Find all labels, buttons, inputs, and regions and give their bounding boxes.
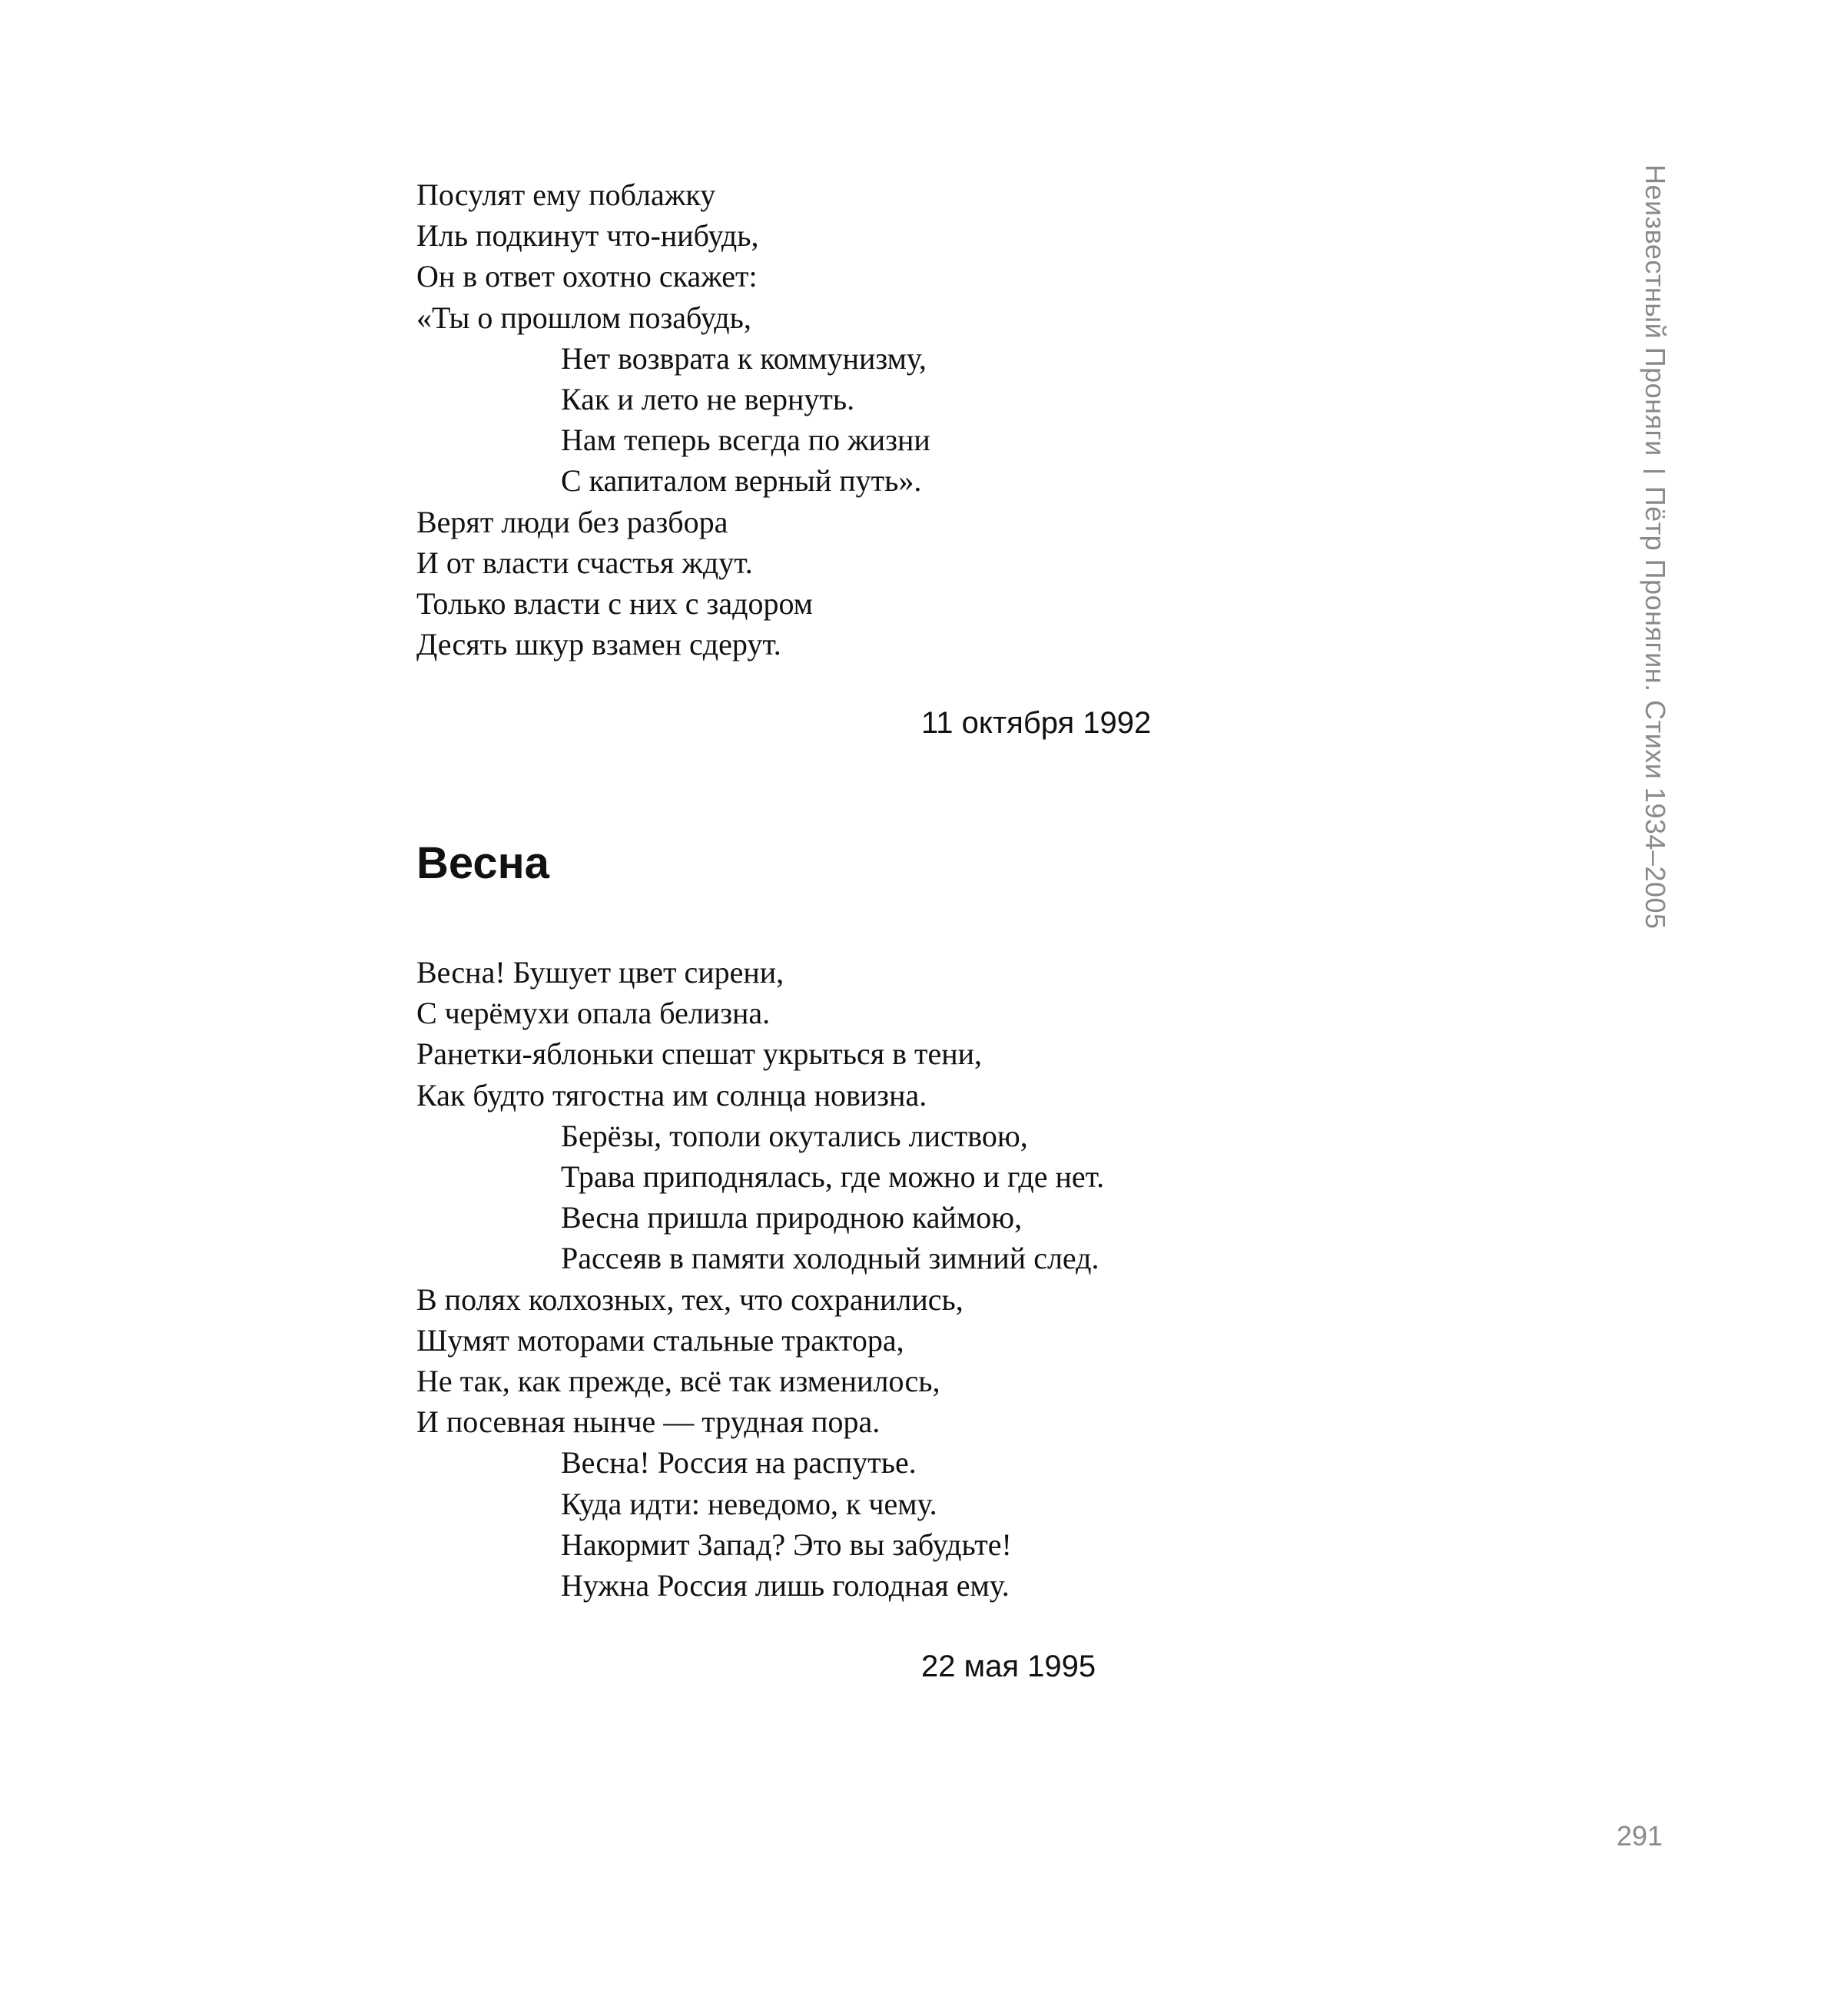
poem-line: Нужна Россия лишь голодная ему.	[561, 1568, 1010, 1603]
poem-line: Накормит Запад? Это вы забудьте!	[561, 1527, 1012, 1562]
poem-line: В полях колхозных, тех, что сохранились,	[416, 1282, 963, 1317]
poem-line: Рассеяв в памяти холодный зимний след.	[561, 1241, 1099, 1276]
page-number: 291	[1617, 1820, 1663, 1852]
poem-line: Иль подкинут что-нибудь,	[416, 218, 759, 254]
poem-line: Верят люди без разбора	[416, 504, 728, 539]
poem-line: Нам теперь всегда по жизни	[561, 423, 930, 458]
poem-title: Весна	[416, 838, 549, 888]
poem-line: Куда идти: неведомо, к чему.	[561, 1486, 937, 1521]
poem-line: «Ты о прошлом позабудь,	[416, 300, 751, 335]
poem-2-text	[416, 952, 1104, 1606]
running-header-divider	[1643, 470, 1665, 472]
poem-line: Посулят ему поблажку	[416, 177, 716, 212]
poem-line: Весна! Бушует цвет сирени,	[416, 955, 784, 990]
poem-line: Не так, как прежде, всё так изменилось,	[416, 1364, 940, 1399]
poem-line: И посевная нынче — трудная пора.	[416, 1404, 881, 1440]
poem-line: Шумят моторами стальные трактора,	[416, 1322, 904, 1358]
poem-line: Берёзы, тополи окутались листвою,	[561, 1118, 1028, 1153]
poem-line: С черёмухи опала белизна.	[416, 996, 771, 1031]
poem-line: Десять шкур взамен сдерут.	[416, 627, 781, 662]
poem-line: Весна! Россия на распутье.	[561, 1445, 917, 1480]
poem-line: Ранетки-яблоньки спешат укрыться в тени,	[416, 1036, 983, 1072]
poem-line: И от власти счастья ждут.	[416, 545, 753, 580]
poem-line: С капиталом верный путь».	[561, 463, 922, 499]
poem-line: Как и лето не вернуть.	[561, 382, 855, 417]
poem-line: Нет возврата к коммунизму,	[561, 340, 927, 376]
poem-line: Весна пришла природною каймою,	[561, 1200, 1023, 1235]
running-header-series: Пётр Пронягин. Стихи 1934–2005	[1640, 486, 1671, 930]
poem-line: Трава приподнялась, где можно и где нет.	[561, 1159, 1105, 1195]
running-header	[1640, 164, 1670, 930]
poem-2-date: 22 мая 1995	[921, 1650, 1096, 1683]
poem-1-text	[416, 174, 930, 665]
poem-line: Он в ответ охотно скажет:	[416, 259, 758, 294]
poem-line: Как будто тягостна им солнца новизна.	[416, 1077, 927, 1112]
poem-1-date: 11 октября 1992	[921, 706, 1152, 740]
running-header-book: Неизвестный Проняги	[1640, 164, 1671, 456]
poem-line: Только власти с них с задором	[416, 586, 813, 622]
